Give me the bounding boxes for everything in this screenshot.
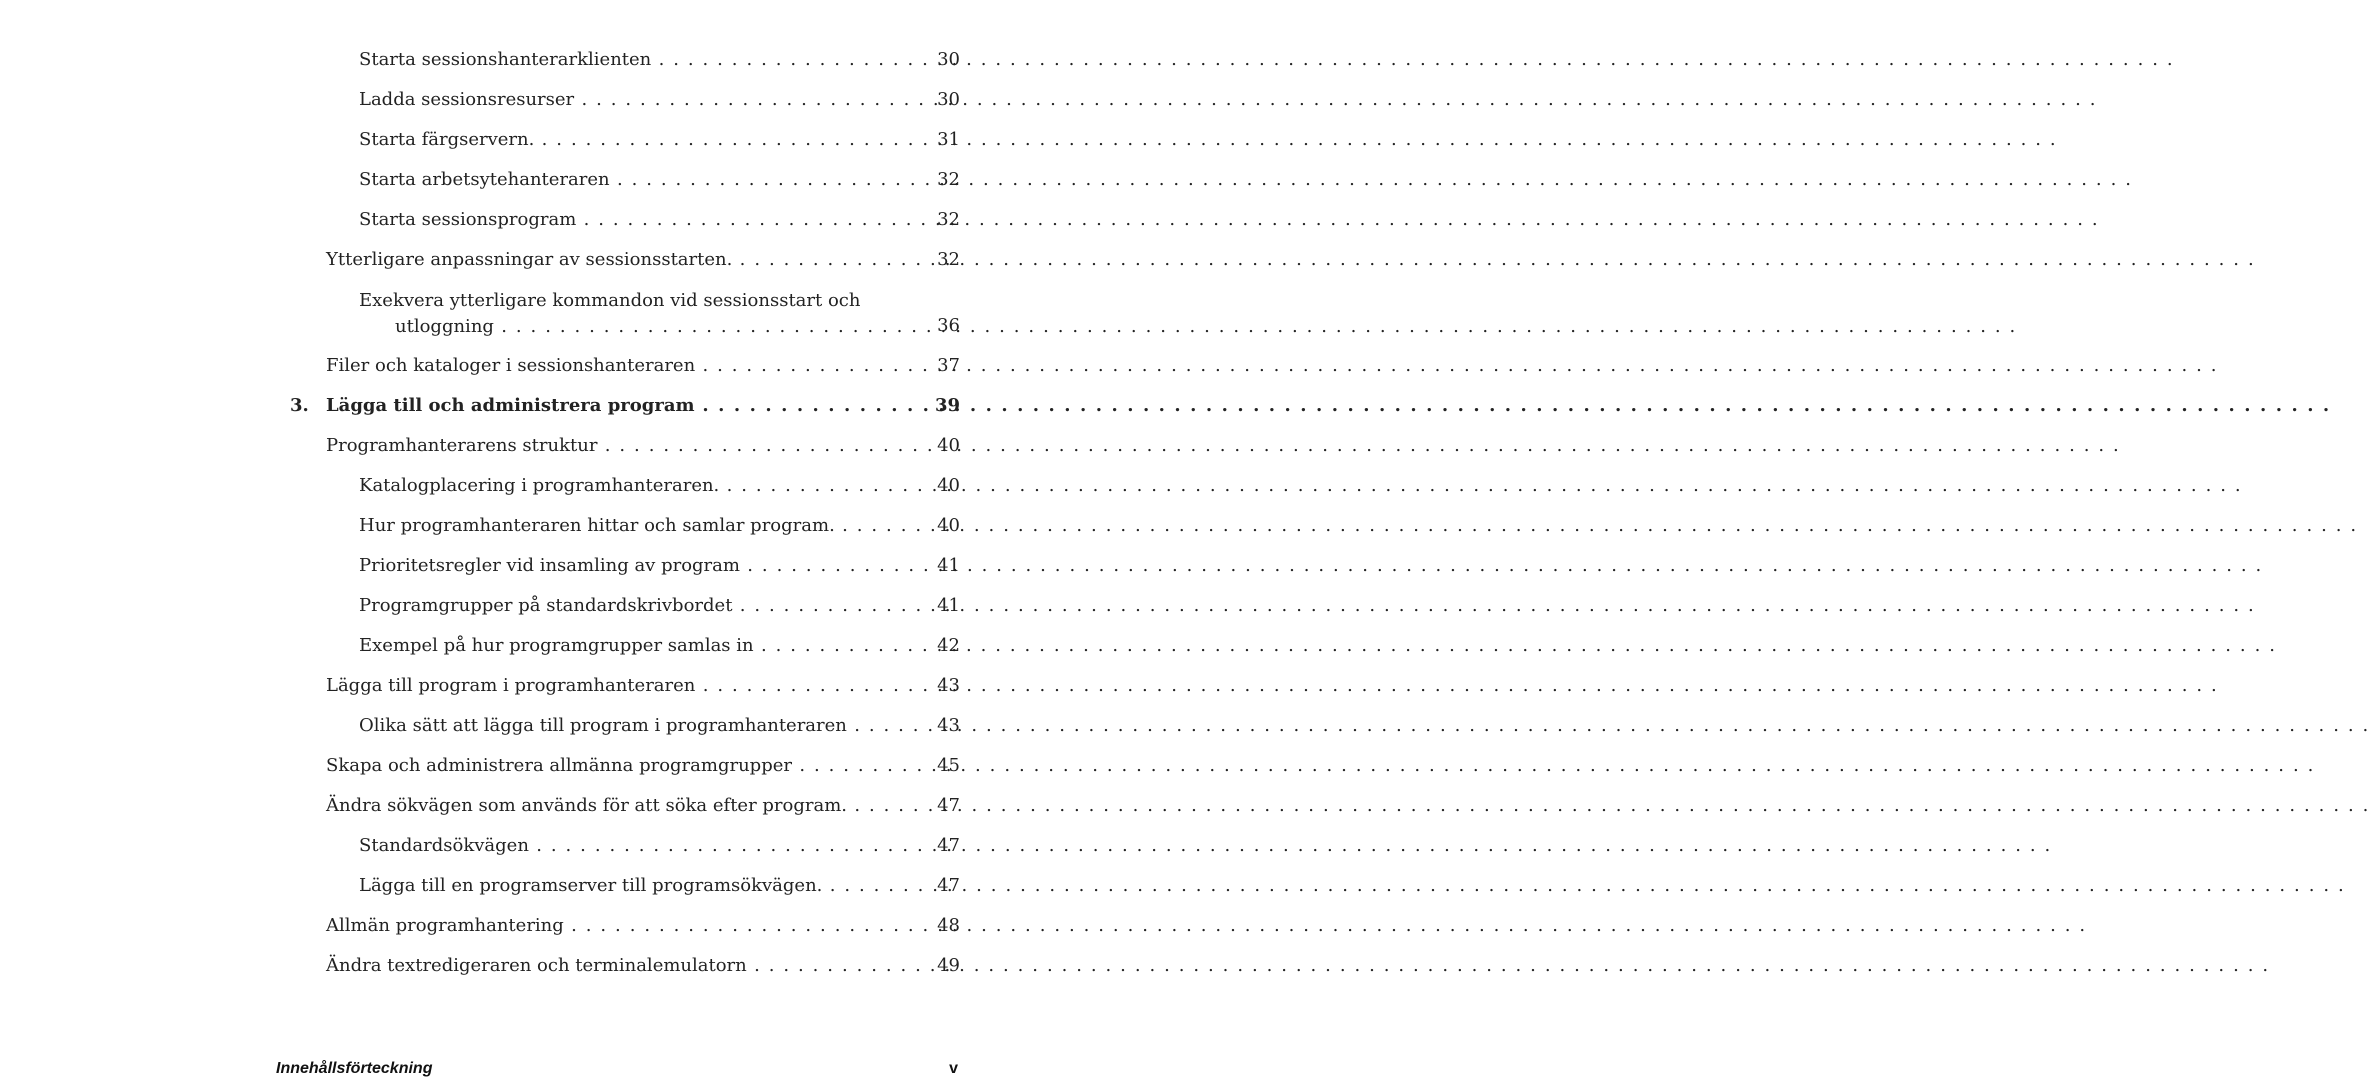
toc-entry-title-continuation: utloggning [395,316,494,337]
toc-entry-title: Skapa och administrera allmänna programgrupper [326,755,792,776]
toc-entry-page: 43 [937,715,960,736]
toc-entry-title: Lägga till och administrera program [326,395,695,416]
footer-title: Innehållsförteckning [276,1060,433,1077]
toc-entry-title: Ändra textredigeraren och terminalemulatorn [326,955,747,976]
toc-entry-title: Programgrupper på standardskrivbordet [359,595,733,616]
toc-entry-page: 47 [937,875,960,896]
toc-entry-title: Katalogplacering i programhanteraren. [359,475,720,496]
toc-entry-page: 48 [937,915,960,936]
dot-leader [534,129,2057,150]
toc-entry-title: Hur programhanteraren hittar och samlar program. [359,515,835,536]
toc-entry-page: 49 [937,955,960,976]
dot-leader [754,635,2277,656]
toc-entry-page: 36 [937,315,960,336]
dot-leader [597,435,2120,456]
toc-entry-page: 39 [934,395,960,416]
toc-entry-page: 41 [937,595,960,616]
toc-entry-page: 32 [937,169,960,190]
toc-entry-title: Standardsökvägen [359,835,529,856]
dot-leader [494,316,2017,337]
toc-entry-page: 30 [937,49,960,70]
dot-leader [847,715,2370,736]
toc-entry-page: 32 [937,249,960,270]
toc-entry-title: Ytterligare anpassningar av sessionsstarten. [326,249,733,270]
dot-leader [835,515,2358,536]
toc-entry-title: Starta färgservern. [359,129,535,150]
toc-entry-page: 30 [937,89,960,110]
toc-entry-title: Ladda sessionsresurser [359,89,575,110]
toc-entry-page: 40 [937,475,960,496]
footer-page-number: v [949,1060,958,1077]
toc-entry-title: Starta arbetsytehanteraren [359,169,610,190]
toc-entry-page: 42 [937,635,960,656]
document-page: Starta sessionshanterarklienten . . . 30 Ladda sessionsresurser . . . 30 Starta färgservern. . . . 31 Starta arbetsytehanteraren . . . 32 Starta sessionsprogram . . . 32 Ytterligare anpassningar av sessionsstarten. . . . 32 Exekvera ytterligare kommandon vid sessionsstart och utloggning . . . 36 Filer och kataloger i sessionshanteraren . . . 37 3. Lägga till och administrera program . . . 39 Programhanterarens struktur . . . 40 Katalogplacering i programhanteraren. . . . 40 Hur programhanteraren hittar och samlar program. . . . 40 Prioritetsregler vid insamling av program . . . 41 Programgrupper på standardskrivbordet . . . 41 Exempel på hur programgrupper samlas in . . . 42 Lägga till program i programhanteraren . . . 43 Olika sätt att lägga till program i programhanteraren . . . 43 Skapa och administrera allmänna programgrupper . . . 45 Ändra sökvägen som används för att söka efter program. . . . 47 Standardsökvägen . . . 47 Lägga till en programserver till programsökvägen. . . . 47 Allmän programhantering . . . 48 Ändra textredigeraren och terminalemulatorn . . . 49 Innehållsförteckning v [0,0,960,1080]
toc-entry-page: 40 [937,515,960,536]
toc-entry-title: Prioritetsregler vid insamling av program [359,555,740,576]
dot-leader [529,835,2052,856]
toc-entry-title: Olika sätt att lägga till program i programhanteraren [359,715,847,736]
toc-entry-page: 40 [937,435,960,456]
toc-entry-page: 43 [937,675,960,696]
dot-leader [732,595,2255,616]
toc-entry-page: 47 [937,835,960,856]
dot-leader [574,89,2097,110]
dot-leader [610,169,2133,190]
toc-entry-title: Starta sessionsprogram [359,209,577,230]
toc-entry-title: Programhanterarens struktur [326,435,598,456]
toc-entry-title: Lägga till en programserver till programsökvägen. [359,875,823,896]
dot-leader [792,755,2315,776]
dot-leader [651,49,2174,70]
toc-entry-page: 32 [937,209,960,230]
toc-entry-page: 45 [937,755,960,776]
toc-entry-title: Allmän programhantering [326,915,564,936]
dot-leader [822,875,2345,896]
dot-leader [564,915,2087,936]
toc-entry-title: Exempel på hur programgrupper samlas in [359,635,754,656]
dot-leader [732,249,2255,270]
toc-entry-title: Filer och kataloger i sessionshanteraren [326,355,696,376]
toc-entry-page: 41 [937,555,960,576]
dot-leader [747,955,2270,976]
toc-entry-page: 47 [937,795,960,816]
toc-entry-page: 37 [937,355,960,376]
toc-entry-title: Ändra sökvägen som används för att söka efter program. [326,795,848,816]
toc-entry-title: Exekvera ytterligare kommandon vid sessionsstart och [359,290,861,311]
toc-entry-page: 31 [937,129,960,150]
toc-entry-title: Lägga till program i programhanteraren [326,675,696,696]
dot-leader [740,555,2263,576]
toc-entry-title: Starta sessionshanterarklienten [359,49,652,70]
page-footer [0,1060,960,1080]
dot-leader [576,209,2099,230]
dot-leader [847,795,2370,816]
